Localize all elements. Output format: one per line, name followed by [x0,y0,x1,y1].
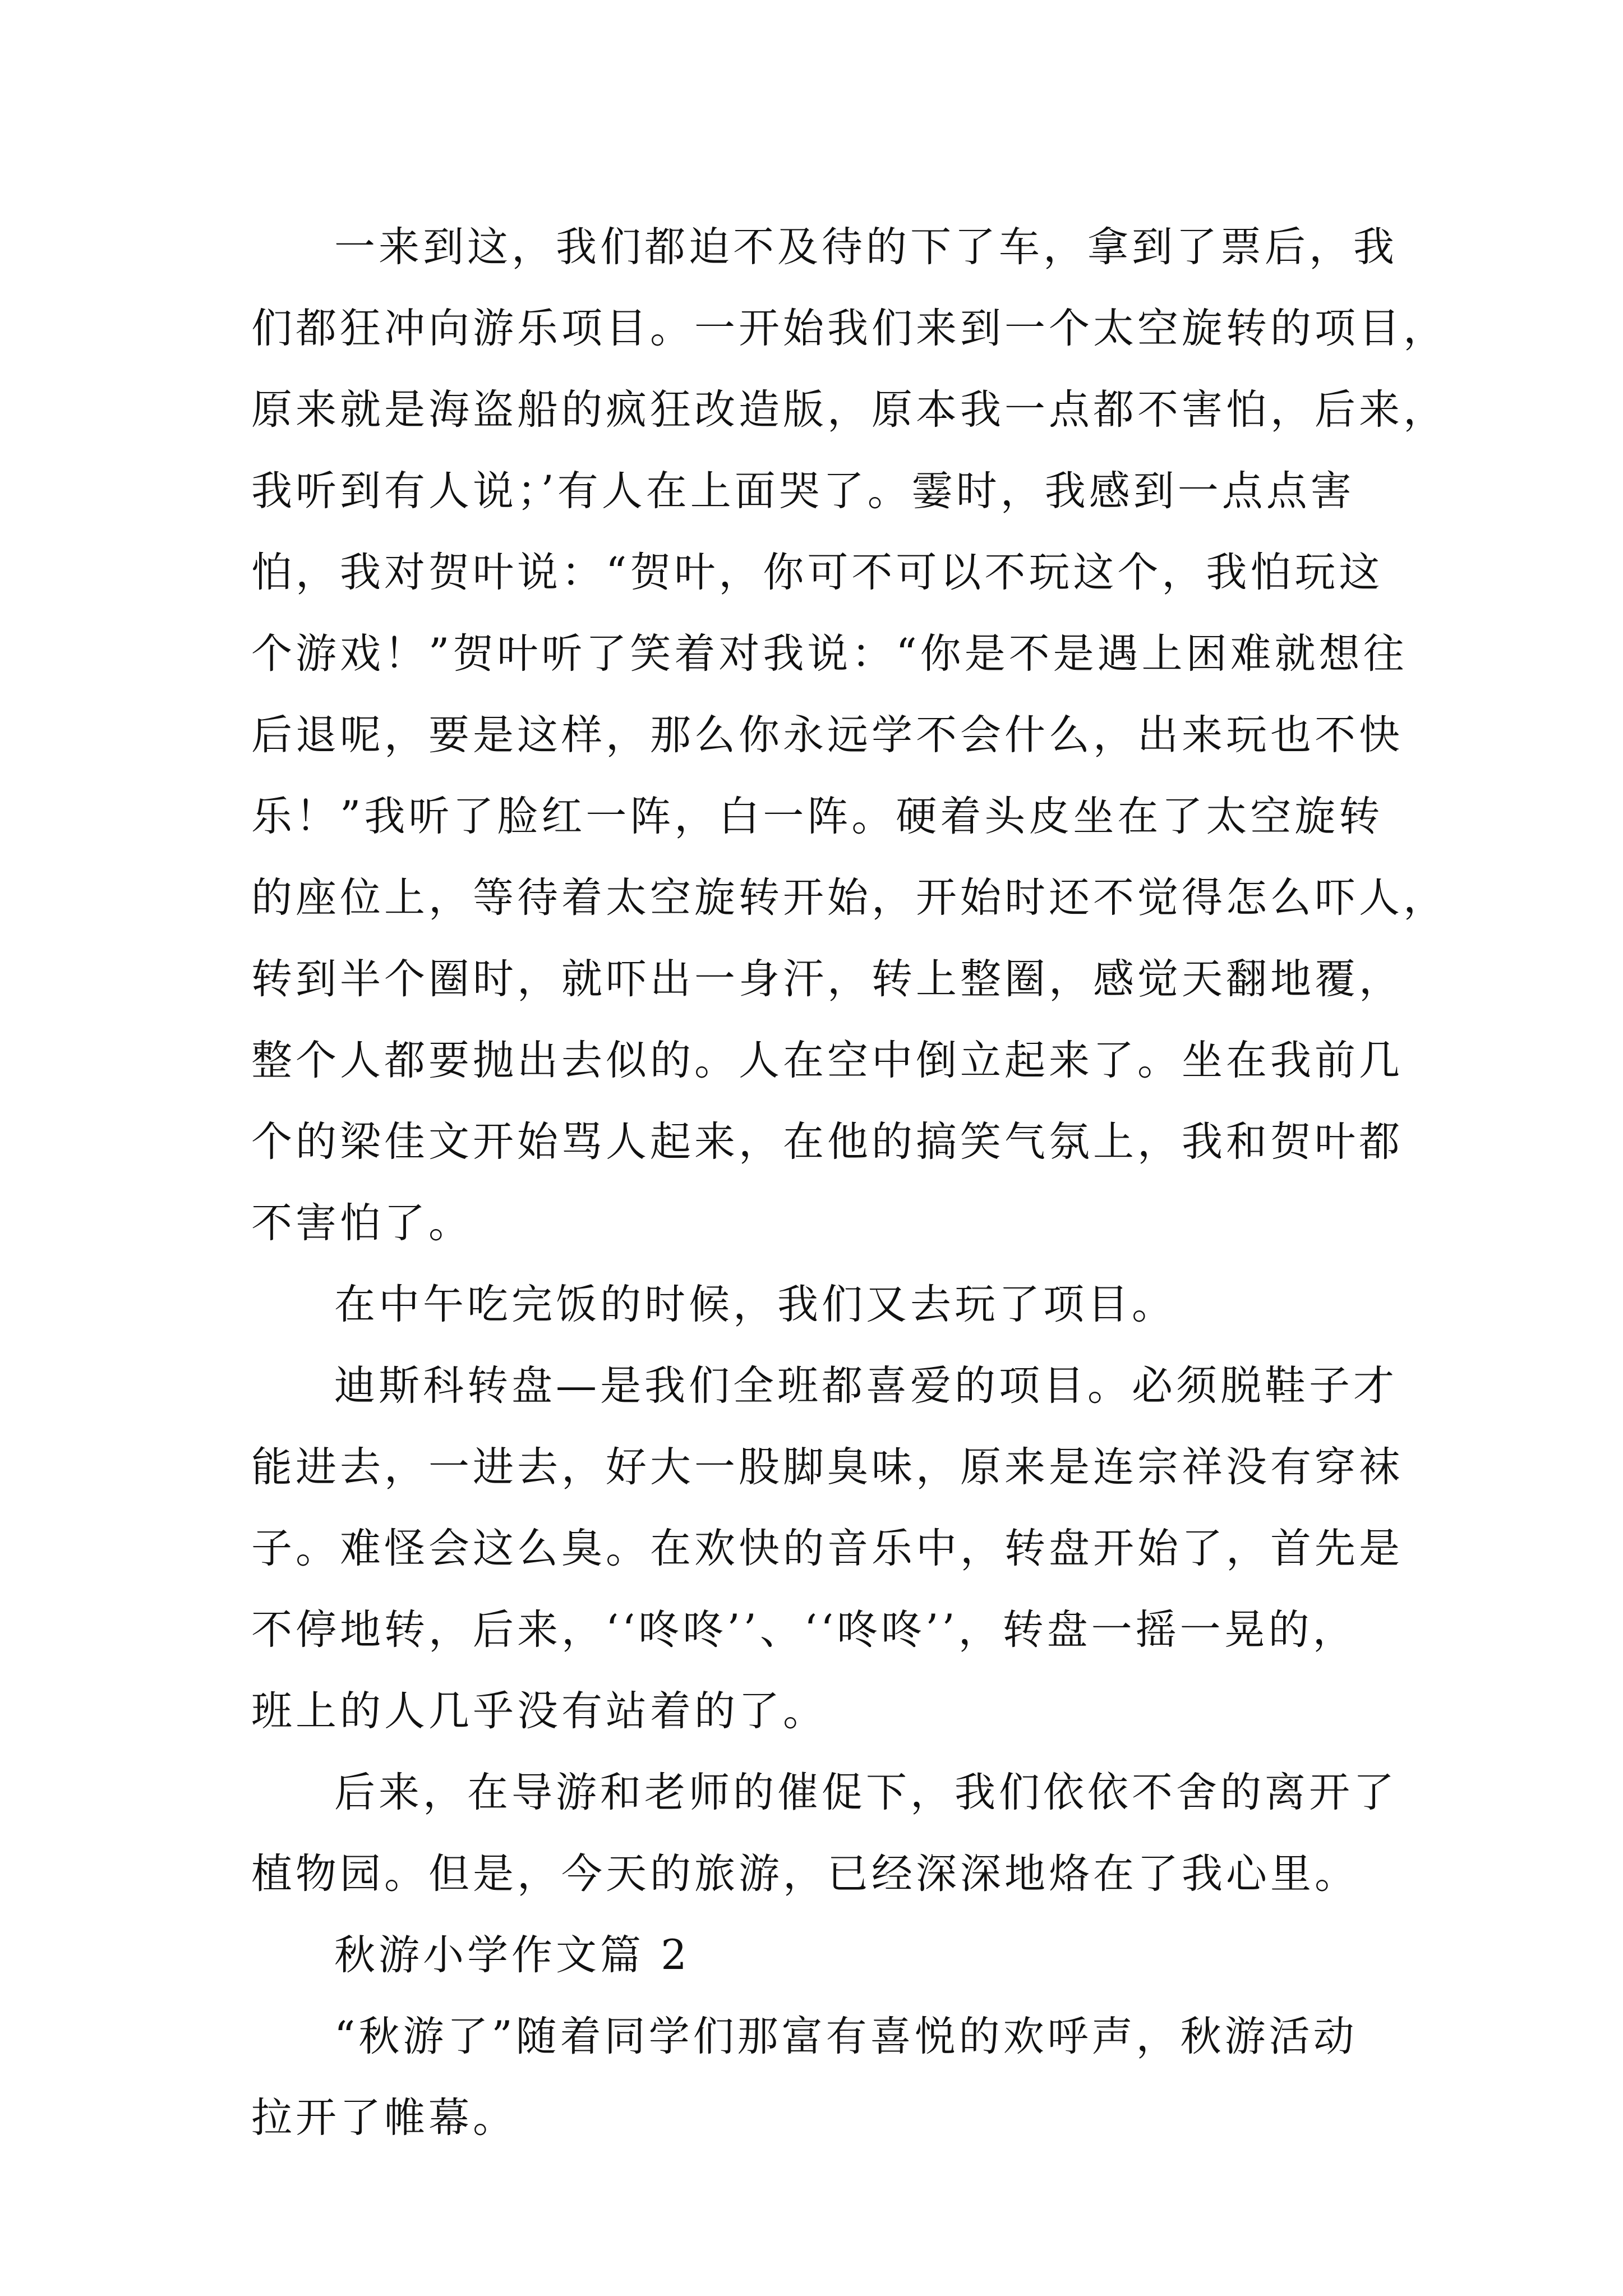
paragraph-line: 的座位上，等待着太空旋转开始，开始时还不觉得怎么吓人， [251,874,1447,922]
paragraph-line: 不停地转，后来，‘‘咚咚’’、‘‘咚咚’’，转盘一摇一晃的， [251,1606,1357,1654]
paragraph-line: 怕，我对贺叶说：“贺叶，你可不可以不玩这个，我怕玩这 [251,549,1384,596]
paragraph-line: 我听到有人说；’有人在上面哭了。霎时，我感到一点点害 [251,467,1355,515]
paragraph-line: 后退呢，要是这样，那么你永远学不会什么，出来玩也不快 [251,711,1403,759]
paragraph-line: 子。难怪会这么臭。在欢快的音乐中，转盘开始了，首先是 [251,1525,1403,1572]
paragraph-line: 乐！”我听了脸红一阵，白一阵。硬着头皮坐在了太空旋转 [251,793,1384,840]
article-body [251,206,1447,2159]
paragraph-line: 个的梁佳文开始骂人起来，在他的搞笑气氛上，我和贺叶都 [251,1118,1403,1166]
paragraph-line: 原来就是海盗船的疯狂改造版，原本我一点都不害怕，后来， [251,386,1447,434]
paragraph-line: 在中午吃完饭的时候，我们又去玩了项目。 [334,1281,1176,1328]
paragraph-line: 拉开了帷幕。 [251,2094,517,2142]
paragraph-line: 转到半个圈时，就吓出一身汗，转上整圈，感觉天翻地覆， [251,955,1403,1003]
paragraph-line: 后来，在导游和老师的催促下，我们依依不舍的离开了 [334,1769,1398,1816]
paragraph-line: 们都狂冲向游乐项目。一开始我们来到一个太空旋转的项目， [251,305,1447,352]
paragraph-line: 迪斯科转盘—是我们全班都喜爱的项目。必须脱鞋子才 [334,1362,1398,1410]
paragraph-line: 植物园。但是，今天的旅游，已经深深地烙在了我心里。 [251,1850,1359,1898]
paragraph-line: 一来到这，我们都迫不及待的下了车，拿到了票后，我 [334,223,1398,271]
paragraph-line: “秋游了”随着同学们那富有喜悦的欢呼声，秋游活动 [334,2013,1358,2060]
paragraph-line: 能进去，一进去，好大一股脚臭味，原来是连宗祥没有穿袜 [251,1443,1403,1491]
paragraph-line: 整个人都要抛出去似的。人在空中倒立起来了。坐在我前几 [251,1037,1403,1084]
paragraph-line: 班上的人几乎没有站着的了。 [251,1687,827,1735]
section-heading: 秋游小学作文篇 2 [334,1931,690,1979]
paragraph-line: 不害怕了。 [251,1199,473,1247]
paragraph-line: 个游戏！”贺叶听了笑着对我说：“你是不是遇上困难就想往 [251,630,1408,678]
